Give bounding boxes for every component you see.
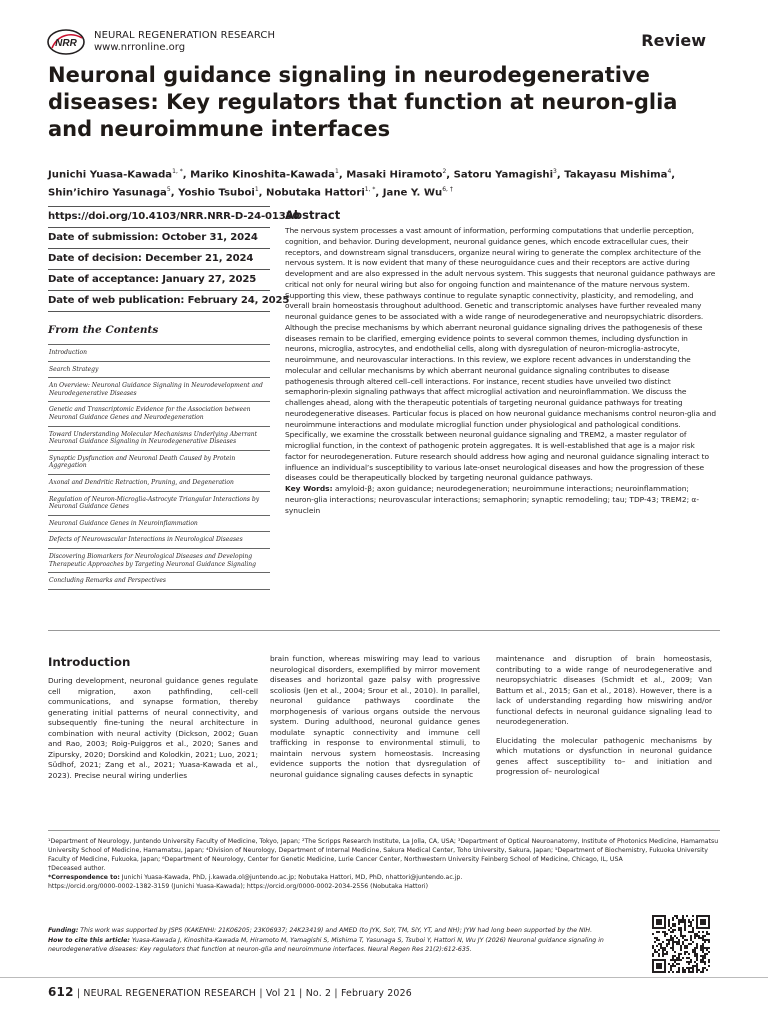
toc-item[interactable]: Toward Understanding Molecular Mechanisms Underlying Aberrant Neuronal Guidance Signaling in Neurodegenerative Diseases <box>48 426 270 450</box>
toc-item[interactable]: Axonal and Dendritic Retraction, Pruning, and Degeneration <box>48 474 270 491</box>
toc-item[interactable]: Regulation of Neuron-Microglia-Astrocyte Triangular Interactions by Neuronal Guidance Genes <box>48 491 270 515</box>
author-affiliation-marker: 3 <box>553 168 557 175</box>
toc-item[interactable]: Search Strategy <box>48 361 270 378</box>
author-name: Yoshio Tsuboi <box>178 187 255 199</box>
author-name: Shin’ichiro Yasunaga <box>48 187 167 199</box>
citation-text: Yuasa-Kawada J, Kinoshita-Kawada M, Hiramoto M, Yamagishi S, Mishima T, Yasunaga S, Tsuboi Y, Hattori N, Wu JY (2026) Neuronal guidance signaling in neurodegenerative diseases: Key regulators that function at neuron-glia and neuroimmune interfaces. Neural Regen Res 21(2):612-635. <box>48 937 604 954</box>
footnote-divider <box>48 830 720 831</box>
toc-item[interactable]: Genetic and Transcriptomic Evidence for the Association between Neuronal Guidance Genes and Neurodegeneration <box>48 401 270 425</box>
date-acceptance: Date of acceptance: January 27, 2025 <box>48 269 270 290</box>
introduction-heading: Introduction <box>48 655 131 669</box>
deceased-note: †Deceased author. <box>48 865 106 873</box>
qr-code-icon[interactable] <box>652 915 710 973</box>
affiliations <box>48 837 720 892</box>
author-affiliation-marker: 5 <box>166 186 171 194</box>
correspondence <box>48 873 720 882</box>
article-type-label: Review <box>641 31 706 50</box>
footer-journal-info: | NEURAL REGENERATION RESEARCH | Vol 21 | No. 2 | February 2026 <box>76 988 412 999</box>
footer-rule <box>0 977 768 978</box>
author-name: Mariko Kinoshita-Kawada <box>190 169 335 181</box>
doi-link[interactable]: https://doi.org/10.4103/NRR.NRR-D-24-01330 <box>48 206 270 227</box>
intro-column-3 <box>496 654 712 786</box>
citation-label: How to cite this article: <box>48 937 130 945</box>
section-divider <box>48 630 720 631</box>
author-affiliation-marker: 1 <box>254 186 259 194</box>
author-name: Jane Y. Wu <box>382 187 443 199</box>
author-affiliation-marker: 4 <box>667 168 672 175</box>
journal-logo <box>46 28 86 56</box>
intro-paragraph-3: maintenance and disruption of brain homeostasis, contributing to a wide range of neurodegenerative and neuropsychiatric diseases (Schmidt et al., 2009; Van Battum et al., 2015; Gan et al., 2018). However, there is a lack of understanding regarding how miswiring and/or functional defects in neuronal guidance signaling lead to neurodegeneration. <box>496 654 712 726</box>
author-line-1: Junichi Yuasa-Kawada$^{1, *}$, Mariko Kinoshita-Kawada$^1$, Masaki Hiramoto$^2$, Satoru Yamagishi$^3$, Takayasu Mishima$^4$, <box>48 168 676 181</box>
abstract-heading: Abstract <box>285 208 341 222</box>
correspondence-text[interactable]: Junichi Yuasa-Kawada, PhD, j.kawada.ol@juntendo.ac.jp; Nobutaka Hattori, MD, PhD, nhattori@juntendo.ac.jp. <box>121 874 463 882</box>
correspondence-label: *Correspondence to: <box>48 874 120 882</box>
journal-url[interactable]: www.nrronline.org <box>94 42 186 53</box>
author-affiliation-marker: 1, * <box>172 168 183 175</box>
page-number: 612 <box>48 985 74 999</box>
date-submission: Date of submission: October 31, 2024 <box>48 227 270 248</box>
keywords <box>285 484 717 516</box>
toc-item[interactable]: Synaptic Dysfunction and Neuronal Death Caused by Protein Aggregation <box>48 450 270 474</box>
author-affiliation-marker: 1, * <box>364 186 376 194</box>
intro-column-1 <box>48 654 258 789</box>
toc-item[interactable]: Concluding Remarks and Perspectives <box>48 572 270 590</box>
article-info-column <box>48 206 300 590</box>
toc-item[interactable]: Discovering Biomarkers for Neurological Diseases and Developing Therapeutic Approaches by Targeting Neuronal Guidance Signaling <box>48 548 270 572</box>
author-affiliation-marker: 6, † <box>442 186 453 194</box>
toc-item[interactable]: Introduction <box>48 344 270 361</box>
author-name: Masaki Hiramoto <box>346 169 443 181</box>
funding-text: This work was supported by JSPS (KAKENHI: 21K06205; 23K06937; 24K23419) and AMED (to JYK, SoY, TM, SiY, YT, and NH); JYW had long been supported by the NIH. <box>80 927 593 934</box>
article-title: Neuronal guidance signaling in neurodegenerative diseases: Key regulators that function at neuron-glia and neuroimmune interfaces <box>48 63 678 141</box>
toc-item[interactable]: Neuronal Guidance Genes in Neuroinflammation <box>48 515 270 532</box>
author-list <box>48 164 728 201</box>
keywords-list: amyloid-β; axon guidance; neurodegeneration; neuroimmune interactions; neuroinflammation; neuron-glia interactions; neurovascular interactions; semaphorin; synaptic remodeling; tau; TDP-43; TREM2; α-synuclein <box>285 484 700 515</box>
orcid-links[interactable]: https://orcid.org/0000-0002-1382-3159 (Junichi Yuasa-Kawada); https://orcid.org/0000-0002-2034-2556 (Nobutaka Hattori) <box>48 883 429 891</box>
author-line-2: Shin’ichiro Yasunaga$^5$, Yoshio Tsuboi$^1$, Nobutaka Hattori$^{1, *}$, Jane Y. $Wu^{6, \dagger}$ <box>48 186 453 199</box>
abstract-section <box>285 208 717 516</box>
page-footer <box>48 985 412 999</box>
author-affiliation-marker: 1 <box>335 168 339 175</box>
table-of-contents <box>48 344 270 590</box>
funding-note <box>48 926 614 935</box>
keywords-label: Key Words: <box>285 484 333 493</box>
citation-note <box>48 936 614 954</box>
author-name: Takayasu Mishima <box>564 169 668 181</box>
intro-column-2 <box>270 654 480 788</box>
journal-name: NEURAL REGENERATION RESEARCH <box>94 30 276 41</box>
svg-text:NRR: NRR <box>55 38 77 49</box>
contents-heading: From the Contents <box>48 324 159 336</box>
author-name: Junichi Yuasa-Kawada <box>48 169 173 181</box>
funding-label: Funding: <box>48 927 79 934</box>
intro-paragraph-2: brain function, whereas miswiring may lead to various neurological disorders, exemplified by mirror movement diseases and horizontal gaze palsy with progressive scoliosis (Jen et al., 2004; Srour et al., 2010). In parallel, neuronal guidance pathways coordinate the morphogenesis of various organs outside the nervous system. During adulthood, neuronal guidance genes modulate synaptic connectivity and immune cell trafficking in response to environmental stimuli, to maintain nervous system homeostasis. Increasing evidence supports the notion that dysregulation of neuronal guidance signaling causes defects in synaptic <box>270 654 480 779</box>
toc-item[interactable]: An Overview: Neuronal Guidance Signaling in Neurodevelopment and Neurodegenerative Diseases <box>48 377 270 401</box>
date-web-publication: Date of web publication: February 24, 2025 <box>48 290 270 312</box>
author-affiliation-marker: 2 <box>442 168 447 175</box>
intro-paragraph-4: Elucidating the molecular pathogenic mechanisms by which mutations or dysfunction in neuronal guidance genes affect susceptibility to– and initiation and progression of– neurological <box>496 735 712 776</box>
article-notes <box>48 926 614 955</box>
abstract-body: The nervous system processes a vast amount of information, performing computations that underlie perception, cognition, and behavior. During development, neuronal guidance genes, which encode extracellular cues, their receptors, and downstream signal transducers, organize neural wiring to generate the complex architecture of the nervous system. It is now evident that many of these neuroguidance cues and their receptors are active during development and are also expressed in the adult nervous system. This suggests that neuronal guidance pathways are critical not only for neural wiring but also for ongoing function and maintenance of the mature nervous system. Supporting this view, these pathways continue to regulate synaptic connectivity, plasticity, and remodeling, and overall brain homeostasis throughout adulthood. Genetic and transcriptomic analyses have further revealed many neuronal guidance genes to be associated with a wide range of neurodegenerative and neuropsychiatric disorders. Although the precise mechanisms by which aberrant neuronal guidance signaling drives the pathogenesis of these diseases remain to be clarified, emerging evidence points to several common themes, including dysfunction in neurons, microglia, astrocytes, and endothelial cells, along with dysregulation of neuron-microglia-astrocyte, neuroimmune, and neurovascular interactions. In this review, we explore recent advances in understanding the molecular and cellular mechanisms by which aberrant neuronal guidance signaling contributes to disease pathogenesis through altered cell–cell interactions. For instance, recent studies have unveiled two distinct semaphorin-plexin signaling pathways that affect microglial activation and neuroinflammation. We discuss the challenges ahead, along with the therapeutic potentials of targeting neuronal guidance pathways for treating neurodegenerative diseases. Particular focus is placed on how neuronal guidance mechanisms control neuron-glia and neuroimmune interactions and modulate microglial function under physiological and pathological conditions. Specifically, we examine the crosstalk between neuronal guidance signaling and TREM2, a master regulator of microglial function, in the context of pathogenic protein aggregates. It is well-established that age is a major risk factor for neurodegeneration. Future research should address how aging and neuronal guidance signaling interact to influence an individual’s susceptibility to various late-onset neurological diseases and how the progression of these diseases could be therapeutically blocked by targeting neuronal guidance pathways. <box>285 226 717 483</box>
intro-paragraph-1: During development, neuronal guidance genes regulate cell migration, axon pathfinding, cell-cell communications, and synapse formation, thereby generating initial patterns of neural connectivity, and subsequently fine-tuning the neural architecture in combination with neural activity (Dickson, 2002; Guan and Rao, 2003; Roig-Puiggros et al., 2020; Sanes and Zipursky, 2020; Dorskind and Kolodkin, 2021; Luo, 2021; Südhof, 2021; Zang et al., 2021; Yuasa-Kawada et al., 2023). Precise neural wiring underlies <box>48 676 258 780</box>
toc-item[interactable]: Defects of Neurovascular Interactions in Neurological Diseases <box>48 531 270 548</box>
date-decision: Date of decision: December 21, 2024 <box>48 248 270 269</box>
author-name: Nobutaka Hattori <box>266 187 365 199</box>
author-name: Satoru Yamagishi <box>453 169 554 181</box>
affiliation-list: ¹Department of Neurology, Juntendo University Faculty of Medicine, Tokyo, Japan; ²The Scripps Research Institute, La Jolla, CA, USA; ³Department of Optical Neuroanatomy, Institute of Photonics Medicine, Hamamatsu University School of Medicine, Hamamatsu, Japan; ⁴Division of Neurology, Department of Internal Medicine, Sakura Medical Center, Toho University, Sakura, Japan; ⁵Department of Biochemistry, Fukuoka University Faculty of Medicine, Fukuoka, Japan; ⁶Department of Neurology, Center for Genetic Medicine, Lurie Cancer Center, Northwestern University Feinberg School of Medicine, Chicago, IL, USA <box>48 838 719 864</box>
